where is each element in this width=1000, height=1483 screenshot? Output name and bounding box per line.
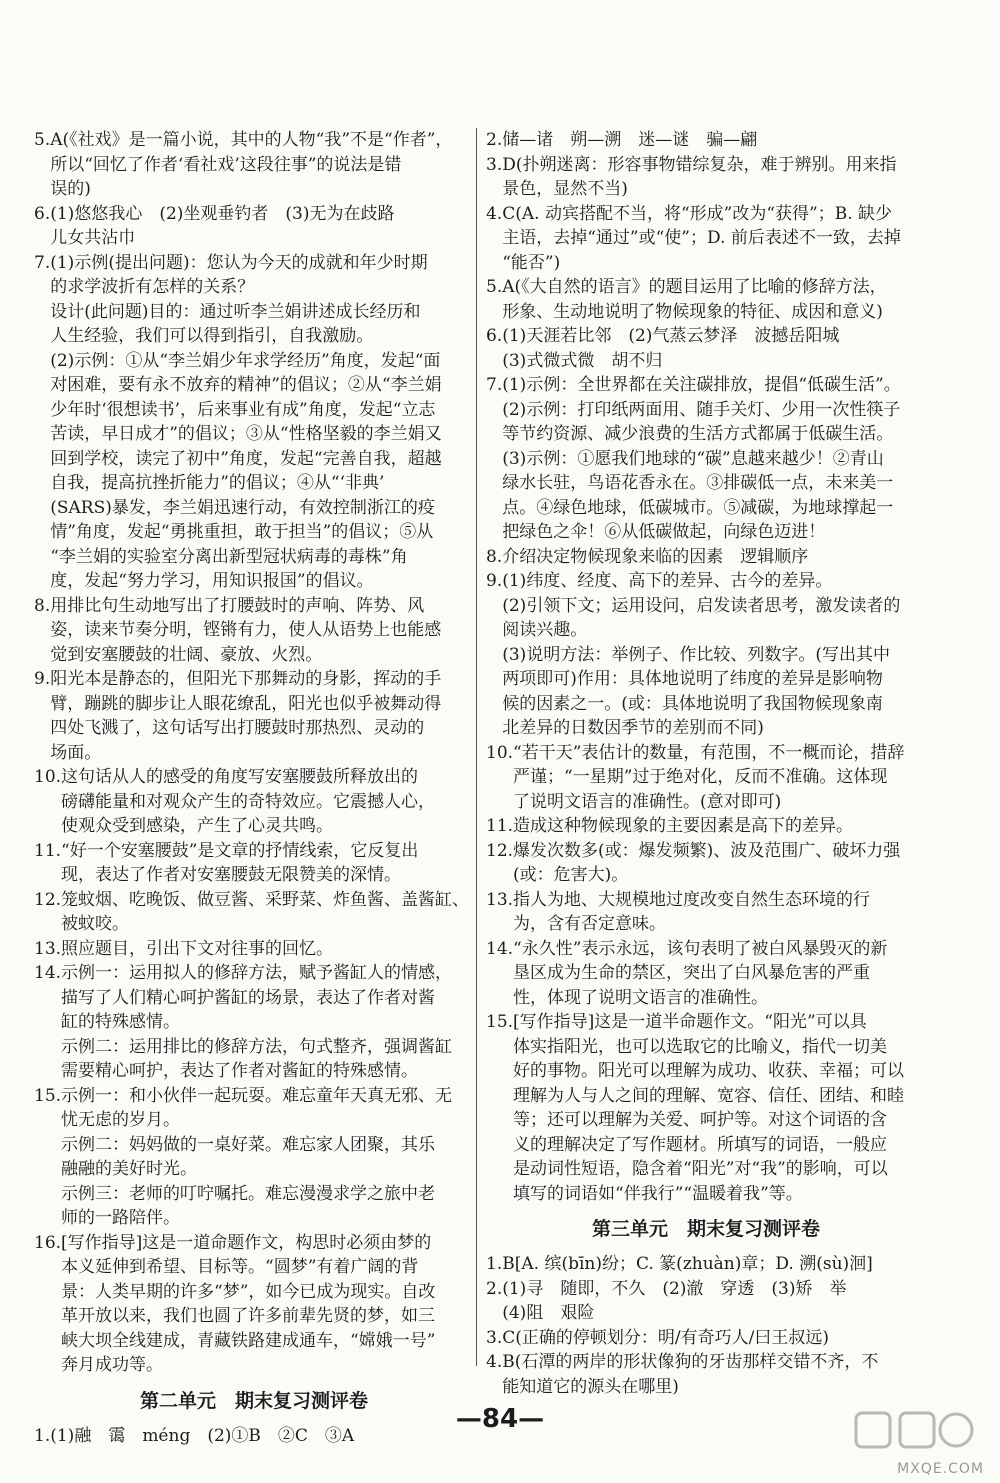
item-number: 7. (486, 375, 503, 395)
item-text: [写作指导]这是一道半命题作文。“阳光”可以具 体实指阳光，也可以选取它的比喻义，指代一切美 好的事物。阳光可以理解为成功、收获、幸福；可以 理解为人与人之间的理解、宽容、信任、团结、和睦 等；还可以理解为关爱、呵护等。对这个词语的含 义的理解决定了写作题材。所填写的词语，一般应 是动词性短语，隐含着“阳光”对“我”的影响，可以 填写的词语如“伴我行”“温暖着我”等。 (513, 1012, 905, 1204)
answer-item (34, 961, 474, 1084)
item-number: 4. (486, 203, 503, 224)
answer-item (34, 839, 474, 888)
section-heading: 第三单元 期末复习测评卷 (591, 1218, 820, 1240)
answer-item (486, 814, 926, 839)
item-text: “若干天”表估计的数量，有范围，不一概而论，措辞 严谨；“一星期”过于绝对化，反而不准确。这体现 了说明文语言的准确性。(意对即可) (513, 742, 905, 812)
item-number: 9. (34, 669, 51, 689)
item-number: 2. (486, 1278, 503, 1299)
item-number: 11. (486, 816, 514, 836)
item-number: 2. (486, 130, 503, 150)
answer-item (486, 1326, 926, 1351)
item-text: (1)悠悠我心 (2)坐观垂钓者 (3)无为在歧路 儿女共沾巾 (50, 203, 395, 248)
item-text: 示例一：和小伙伴一起玩耍。难忘童年天真无邪、无 忧无虑的岁月。 示例二：妈妈做的一桌好菜。难忘家人团聚，其乐 融融的美好时光。 示例三：老师的叮咛嘱托。难忘漫漫求学之旅中老 师的一路陪伴。 (61, 1085, 453, 1228)
answer-item (34, 128, 474, 202)
answer-item (34, 667, 474, 765)
answer-item (486, 741, 926, 815)
item-number: 16. (34, 1232, 62, 1253)
item-number: 15. (34, 1085, 62, 1106)
item-number: 11. (34, 840, 62, 861)
item-number: 10. (486, 742, 514, 763)
item-text: (1)天涯若比邻 (2)气蒸云梦泽 波撼岳阳城 (3)式微式微 胡不归 (502, 326, 840, 371)
right-column (486, 128, 926, 1399)
item-text: 示例一：运用拟人的修辞方法，赋予酱缸人的情感， 描写了人们精心呵护酱缸的场景，表达了作者对酱 缸的特殊感情。 示例二：运用排比的修辞方法，句式整齐，强调酱缸 需要精心呵护，表达了作者对酱缸的特殊感情。 (61, 963, 453, 1081)
item-number: 8. (34, 595, 51, 616)
section-heading: 第二单元 期末复习测评卷 (139, 1389, 368, 1412)
item-text: 造成这种物候现象的主要因素是高下的差异。 (513, 816, 854, 836)
item-number: 4. (486, 1352, 503, 1372)
answer-item (486, 888, 926, 937)
answer-item (486, 202, 926, 276)
item-text: [写作指导]这是一道命题作文，构思时必须由梦的 本义延伸到希望、目标等。“圆梦”有着广阔的背 景：人类早期的许多“梦”，如今已成为现实。自改 革开放以来，我们也圆了许多前辈先贤的梦，如三 峡大坝全线建成，青藏铁路建成通车，“嫦娥一号” 奔月成功等。 (61, 1232, 436, 1375)
item-text: D(扑朔迷离：形容事物错综复杂，难于辨别。用来指 景色，显然不当) (502, 154, 897, 199)
item-text: 这句话从人的感受的角度写安塞腰鼓所释放出的 磅礴能量和对观众产生的奇特效应。它震撼人心， 使观众受到感染，产生了心灵共鸣。 (61, 767, 436, 836)
answer-item (486, 839, 926, 888)
item-number: 1. (34, 1425, 51, 1446)
answer-item (486, 1350, 926, 1399)
answer-item (486, 153, 926, 202)
item-number: 12. (34, 889, 62, 910)
item-number: 14. (486, 938, 514, 959)
item-text: 用排比句生动地写出了打腰鼓时的声响、阵势、风 姿，读来节奏分明，铿锵有力，使人从语势上也能感 觉到安塞腰鼓的壮阔、豪放、火烈。 (50, 595, 442, 665)
answer-item (34, 202, 474, 251)
answer-item (486, 128, 926, 153)
answer-item (34, 251, 474, 594)
answer-item (34, 1231, 474, 1378)
item-text: (1)融 霭 méng (2)①B ②C ③A (50, 1425, 355, 1446)
item-number: 6. (34, 203, 51, 224)
item-number: 13. (486, 889, 514, 910)
answer-item (486, 937, 926, 1011)
item-text: B[A. 缤(bīn)纷；C. 篆(zhuàn)章；D. 溯(sù)洄] (502, 1254, 873, 1274)
item-text: 爆发次数多(或：爆发频繁)、波及范围广、破坏力强 (或：危害大)。 (513, 840, 901, 885)
item-number: 12. (486, 840, 514, 861)
item-text: 阳光本是静态的，但阳光下那舞动的身影，挥动的手 臂，蹦跳的脚步让人眼花缭乱，阳光也似乎被舞动得 四处飞溅了，这句话写出打腰鼓时那热烈、灵动的 场面。 (50, 669, 442, 763)
item-number: 14. (34, 963, 62, 983)
item-text: B(石潭的两岸的形状像狗的牙齿那样交错不齐，不 能知道它的源头在哪里) (502, 1352, 879, 1397)
item-number: 8. (486, 546, 503, 567)
item-number: 15. (486, 1012, 514, 1032)
item-number: 9. (486, 571, 503, 591)
answer-item (34, 937, 474, 962)
answer-item (486, 1252, 926, 1277)
item-text: (1)示例：全世界都在关注碳排放，提倡“低碳生活”。 (2)示例：打印纸两面用、随手关灯、少用一次性筷子 等节约资源、减少浪费的生活方式都属于低碳生活。 (3)示例：①愿我们地球的“碳”息越来越少！②青山 绿水长驻，鸟语花香永在。③排碳低一点，未来美一 点。④绿色地球，低碳城市。⑤减碳，为地球撑起一 把绿色之伞！⑥从低碳做起，向绿色迈进！ (502, 375, 901, 542)
item-number: 7. (34, 252, 51, 273)
item-text: 笼蚊烟、吃晚饭、做豆酱、采野菜、炸鱼酱、盖酱缸、 被蚊咬。 (61, 889, 470, 934)
answer-item (34, 594, 474, 668)
answer-item (486, 1010, 926, 1206)
item-text: C(正确的停顿划分：明/有奇巧人/曰王叔远) (502, 1327, 829, 1348)
column-divider (476, 128, 477, 1366)
item-number: 10. (34, 767, 62, 787)
answer-item (34, 765, 474, 839)
item-text: 介绍决定物候现象来临的因素 逻辑顺序 (502, 546, 809, 567)
item-number: 3. (486, 1327, 503, 1348)
item-text: 指人为地、大规模地过度改变自然生态环境的行 为，含有否定意味。 (513, 889, 871, 934)
page-number: —84— (455, 1404, 545, 1434)
item-number: 6. (486, 326, 503, 346)
answer-item (486, 569, 926, 741)
item-text: (1)寻 随即，不久 (2)澈 穿透 (3)矫 举 (4)阻 艰险 (502, 1278, 847, 1323)
answer-item (486, 545, 926, 570)
answer-item (486, 275, 926, 324)
item-text: “永久性”表示永远，该句表明了被白风暴毁灭的新 垦区成为生命的禁区，突出了白风暴危害的严重 性，体现了说明文语言的准确性。 (513, 938, 888, 1008)
item-text: 照应题目，引出下文对往事的回忆。 (61, 938, 334, 959)
answer-item (486, 324, 926, 373)
item-text: A(《社戏》是一篇小说，其中的人物“我”不是“作者”， 所以“回忆了作者‘看社戏’这段往事”的说法是错 误的) (50, 130, 453, 199)
left-column (34, 128, 474, 1448)
answer-item (486, 1277, 926, 1326)
item-text: (1)示例(提出问题)：您认为今天的成就和年少时期 的求学波折有怎样的关系？ 设计(此问题)目的：通过听李兰娟讲述成长经历和 人生经验，我们可以得到指引，自我激励。 (2)示例：①从“李兰娟少年求学经历”角度，发起“面 对困难，要有永不放弃的精神”的倡议；②从“李兰娟 少年时‘很想读书’，后来事业有成”角度，发起“立志 苦读，早日成才”的倡议；③从“性格坚毅的李兰娟又 回到学校，读完了初中”角度，发起“完善自我，超越 自我，提高抗挫折能力”的倡议；④从“‘非典’ (SARS)暴发，李兰娟迅速行动，有效控制浙江的疫 情”角度，发起“勇挑重担，敢于担当”的倡议；⑤从 “李兰娟的实验室分离出新型冠状病毒的毒株”角 度，发起“努力学习，用知识报国”的倡议。 (50, 252, 442, 591)
item-number: 5. (486, 277, 503, 297)
item-number: 13. (34, 938, 62, 959)
answer-item (34, 888, 474, 937)
answer-item (34, 1084, 474, 1231)
item-text: “好一个安塞腰鼓”是文章的抒情线索，它反复出 现，表达了作者对安塞腰鼓无限赞美的深情。 (61, 840, 419, 885)
answer-item (486, 373, 926, 545)
item-text: (1)纬度、经度、高下的差异、古今的差异。 (2)引领下文；运用设问，启发读者思考，激发读者的 阅读兴趣。 (3)说明方法：举例子、作比较、列数字。(写出其中 两项即可)作用：具体地说明了纬度的差异是影响物 候的因素之一。(或：具体地说明了我国物候现象南 北差异的日数因季节的差别而不同) (502, 571, 901, 738)
item-text: C(A. 动宾搭配不当，将“形成”改为“获得”；B. 缺少 主语，去掉“通过”或“使”；D. 前后表述不一致，去掉 “能否”) (502, 203, 901, 273)
item-text: 储—诸 朔—溯 迷—谜 骗—翩 (502, 130, 758, 150)
item-number: 3. (486, 154, 503, 175)
item-text: A(《大自然的语言》的题目运用了比喻的修辞方法， 形象、生动地说明了物候现象的特征、成因和意义) (502, 277, 887, 322)
watermark-text: MXQE.COM (897, 1461, 984, 1477)
item-number: 5. (34, 130, 51, 150)
item-number: 1. (486, 1254, 503, 1274)
